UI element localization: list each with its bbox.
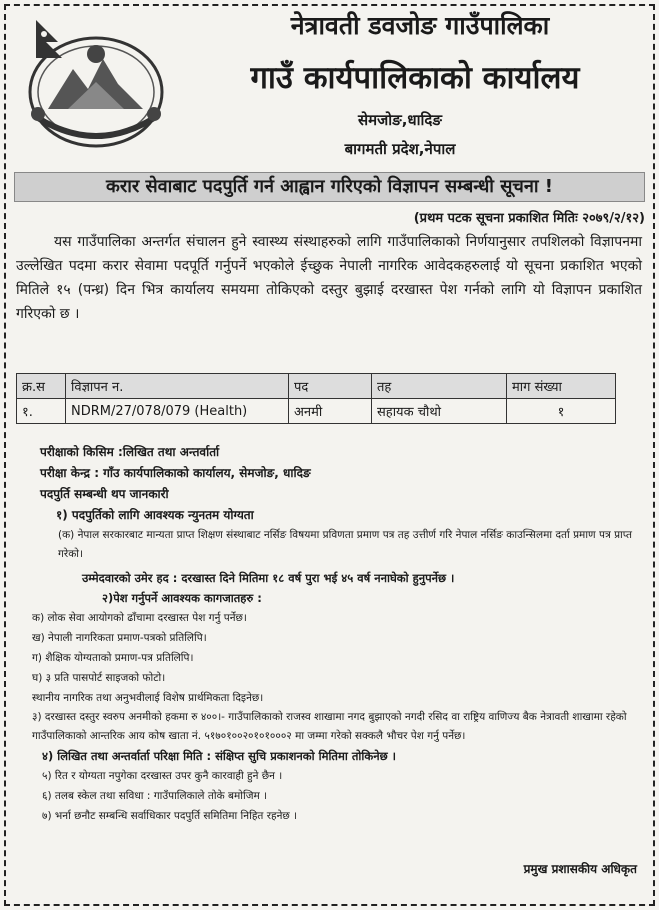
- salary-text: ६) तलब स्केल तथा सविधा : गाउँपालिकाले तोके बमोजिम ।: [42, 790, 268, 802]
- signatory-title: प्रमुख प्रशासकीय अधिकृत: [523, 862, 637, 876]
- qualification-text: (क) नेपाल सरकारबाट मान्यता प्राप्त शिक्षण संस्थाबाट नर्सिङ विषयमा प्रविणता प्रमाण पत्र तह उत्तीर्ण गरि नेपाल नर्सिङ काउन्सिलमा दर्ता प्रमाण पत्र प्राप्त गरेको।: [58, 529, 632, 560]
- table-cell: सहायक चौथो: [372, 399, 507, 424]
- exam-date-text: ४) लिखित तथा अन्तर्वार्ता परिक्षा मिति : संक्षिप्त सुचि प्रकाशनको मितिमा तोकिनेछ ।: [42, 749, 396, 763]
- age-limit-text: उम्मेदवारको उमेर हद : दरखास्त दिने मितिमा १८ वर्ष पुरा भई ४५ वर्ष ननाघेको हुनुपर्नेछ ।: [82, 571, 455, 585]
- table-row: [17, 399, 616, 424]
- publication-date: (प्रथम पटक सूचना प्रकाशित मितिः २०७९/२/१२): [413, 211, 645, 226]
- authority-text: ७) भर्ना छनौट सम्बन्धि सर्वाधिकार पदपुर्ति समितिमा निहित रहनेछ ।: [42, 810, 298, 822]
- table-cell: १: [507, 399, 616, 424]
- table-header-row: [17, 374, 616, 399]
- column-header: तह: [372, 374, 507, 399]
- table-cell: अनमी: [289, 399, 372, 424]
- document-item: ग) शैक्षिक योग्यताको प्रमाण-पत्र प्रतिलिपि।: [32, 652, 194, 664]
- address-line-1: सेमजोङ,धादिङ: [358, 111, 442, 129]
- column-header: पद: [289, 374, 372, 399]
- exam-details: [40, 442, 640, 526]
- document-item: ख) नेपाली नागरिकता प्रमाण-पत्रको प्रतिलिपि।: [32, 632, 207, 644]
- organization-name: नेत्रावती डवजोङ गाउँपालिका: [290, 11, 550, 40]
- additional-info-heading: पदपुर्ति सम्बन्धी थप जानकारी: [40, 487, 169, 501]
- column-header: माग संख्या: [507, 374, 616, 399]
- document-item: घ) ३ प्रति पासपोर्ट साइजको फोटो।: [32, 672, 166, 684]
- exam-centre: परीक्षा केन्द्र : गाँउ कार्यपालिकाको कार्यालय, सेमजोङ, धादिङ: [40, 466, 311, 480]
- column-header: विज्ञापन न.: [66, 374, 289, 399]
- qualification-heading: १) पदपुर्तिको लागि आवश्यक न्युनतम योग्यता: [56, 508, 254, 522]
- documents-heading: २)पेश गर्नुपर्ने आवश्यक कागजातहरु :: [102, 591, 262, 605]
- address-line-2: बागमती प्रदेश,नेपाल: [344, 140, 456, 158]
- incomplete-application-text: ५) रित र योग्यता नपुगेका दरखास्त उपर कुनै कारवाही हुने छैन ।: [42, 770, 283, 782]
- table-cell: १.: [17, 399, 66, 424]
- intro-paragraph: [16, 230, 642, 326]
- vacancy-table: [16, 373, 616, 424]
- nepal-government-emblem-icon: [18, 14, 173, 154]
- intro-text: यस गाउँपालिका अन्तर्गत संचालन हुने स्वास्थ्य संस्थाहरुको लागि गाउँपालिकाको निर्णयानुसार तपशिलको विज्ञापनमा उल्लेखित पदमा करार सेवामा पदपूर्ति गर्नुपर्ने भएकोले ईच्छुक नेपाली नागरिक आवेदकहरुलाई यो सूचना प्रकाशित भएको मितिले १५ (पन्ध्र) दिन भित्र कार्यालय समयमा तोकिएको दस्तुर बुझाई दरखास्त पेश गर्नको लागि यो विज्ञापन प्रकाशित गरिएको छ ।: [16, 234, 642, 322]
- rules-section: [6, 526, 652, 826]
- notice-title: करार सेवाबाट पदपुर्ति गर्न आह्वान गरिएको विज्ञापन सम्बन्धी सूचना !: [14, 172, 645, 202]
- priority-text: स्थानीय नागरिक तथा अनुभवीलाई विशेष प्रार्थमिकता दिइनेछ।: [32, 692, 264, 704]
- column-header: क्र.स: [17, 374, 66, 399]
- exam-type: परीक्षाको किसिम :लिखित तथा अन्तर्वार्ता: [40, 445, 220, 459]
- table-cell: NDRM/27/078/079 (Health): [66, 399, 289, 424]
- fee-text: ३) दरखास्त दस्तुर स्वरुप अनमीको हकमा रु ४००।- गाउँपालिकाको राजस्व शाखामा नगद बुझाएको नगदी रसिद वा राष्ट्रिय वाणिज्य बैक नेत्रावती शाखामा रहेको गाउँपालिकाको आन्तरिक आय कोष खाता नं. ५१७०१००२०१०१०००२ मा जम्मा गरेको सक्कलै भौचर पेश गर्नु पर्नेछ।: [32, 711, 627, 742]
- office-name: गाउँ कार्यपालिकाको कार्यालय: [250, 60, 580, 96]
- document-item: क) लोक सेवा आयोगको ढाँचामा दरखास्त पेश गर्नु पर्नेछ।: [32, 612, 247, 624]
